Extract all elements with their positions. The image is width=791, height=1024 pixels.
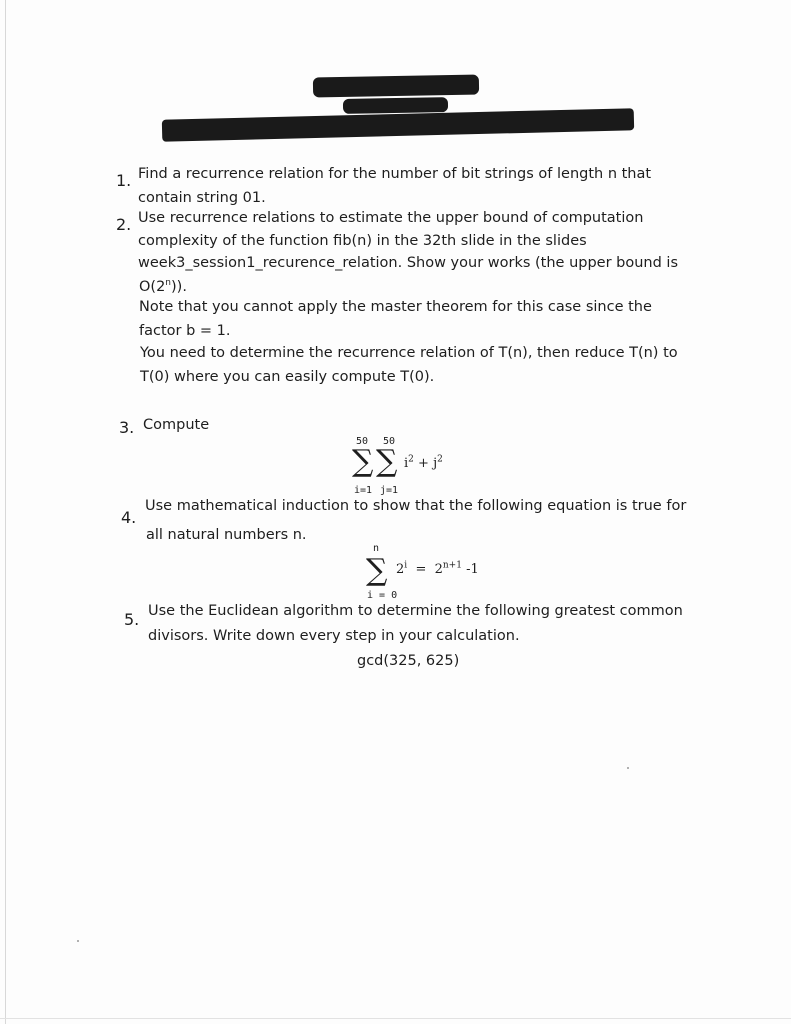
- question-number: 3.: [119, 418, 135, 437]
- question-text-line: all natural numbers n.: [146, 527, 307, 543]
- redacted-header-line-1: [313, 75, 479, 98]
- sum-1-lower-limit: i=1: [354, 485, 373, 496]
- question-number: 4.: [121, 508, 137, 527]
- question-text-line: week3_session1_recurence_relation. Show your works (the upper bound is: [138, 255, 679, 271]
- sum-upper-limit: n: [373, 543, 380, 554]
- question-text-line: You need to determine the recurrence relation of T(n), then reduce T(n) to: [140, 345, 678, 361]
- question-text-line: Use mathematical induction to show that the following equation is true for: [145, 498, 687, 514]
- sum-2-lower-limit: j=1: [380, 485, 399, 496]
- question-text-line: factor b = 1.: [139, 323, 231, 339]
- sigma-symbol: ∑: [376, 444, 398, 479]
- question-number: 5.: [124, 610, 140, 629]
- question-number: 2.: [116, 215, 132, 234]
- sigma-symbol: ∑: [352, 444, 374, 479]
- equation-expression: $2^i = 2^{n+1}$ -1: [396, 560, 479, 577]
- question-text-line: Use recurrence relations to estimate the upper bound of computation: [138, 210, 644, 226]
- scan-edge-bottom: [0, 1018, 791, 1019]
- question-label: Compute: [143, 417, 210, 433]
- scan-speck: [77, 940, 79, 942]
- scan-edge-left: [5, 0, 6, 1024]
- question-text-line: Use the Euclidean algorithm to determine the following greatest common: [148, 603, 683, 619]
- upper-bound-expression: O(2$^n$)).: [139, 278, 187, 295]
- sum-2-upper-limit: 50: [383, 436, 396, 447]
- question-text-line: complexity of the function fib(n) in the 32th slide in the slides: [138, 233, 587, 249]
- question-text-line: contain string 01.: [138, 190, 266, 206]
- question-number: 1.: [116, 171, 132, 190]
- question-text-line: Note that you cannot apply the master theorem for this case since the: [139, 299, 652, 315]
- sigma-symbol: ∑: [366, 553, 388, 588]
- scan-speck: [627, 767, 629, 769]
- sum-lower-limit: i = 0: [367, 590, 398, 601]
- question-text-line: T(0) where you can easily compute T(0).: [140, 369, 435, 385]
- redacted-header-line-3: [162, 108, 634, 142]
- summand-expression: $i^2 + j^2$: [404, 454, 443, 471]
- redacted-header-line-2: [343, 97, 448, 114]
- sum-1-upper-limit: 50: [356, 436, 369, 447]
- gcd-expression: gcd(325, 625): [357, 653, 460, 669]
- question-text-line: Find a recurrence relation for the number of bit strings of length n that: [138, 166, 652, 182]
- question-text-line: divisors. Write down every step in your calculation.: [148, 628, 520, 644]
